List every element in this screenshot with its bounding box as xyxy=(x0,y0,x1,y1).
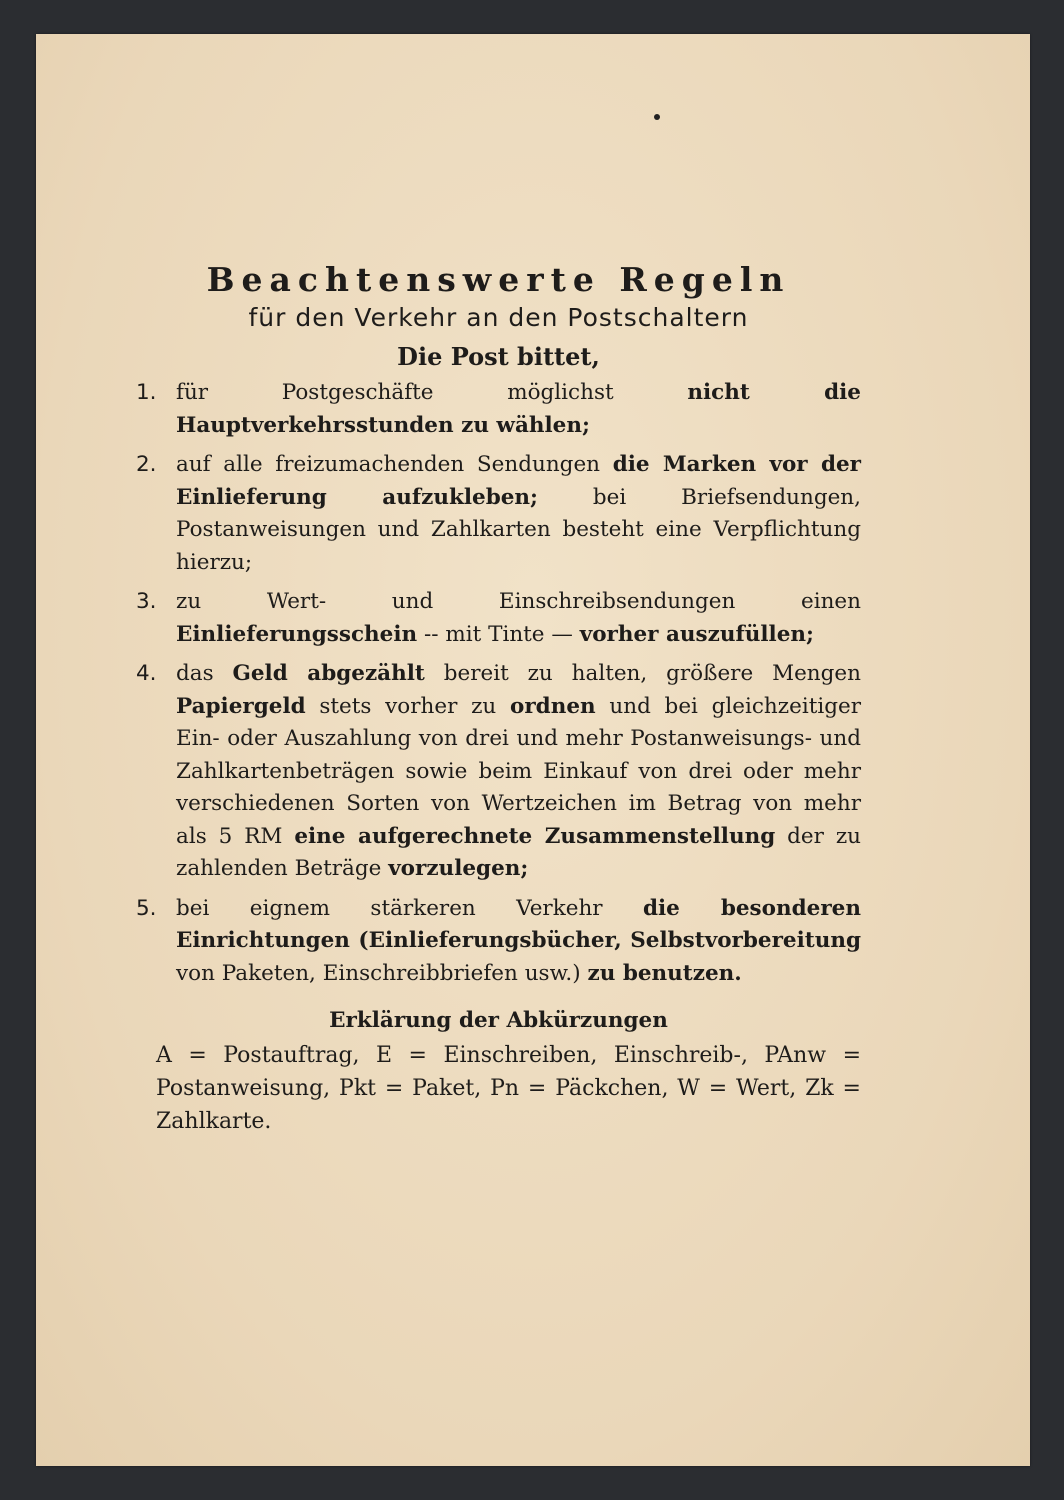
rule-fragment: der zu zahlenden Beträge xyxy=(176,823,861,881)
intro-line: Die Post bittet, xyxy=(397,342,600,371)
rule-item xyxy=(136,449,861,579)
rule-emphasis: Geld abgezählt xyxy=(232,661,425,686)
rule-fragment: und bei gleichzeitiger Ein- oder Auszahlung von drei und mehr Postanweisungs- und Zahlkartenbeträgen sowie beim Einkauf von drei oder mehr verschiedenen Sorten von Wertzeichen im Betrag von mehr als 5 RM xyxy=(176,693,861,849)
rule-text xyxy=(176,586,861,651)
abbreviations-title: Erklärung der Abkürzungen xyxy=(329,1008,668,1033)
rule-item xyxy=(136,658,861,886)
rule-emphasis: zu benutzen. xyxy=(587,960,742,986)
abbreviations-text: A = Postauftrag, E = Einschreiben, Einschreib-, PAnw = Postanweisung, Pkt = Paket, Pn = Päckchen, W = Wert, Zk = Zahlkarte. xyxy=(156,1043,861,1134)
card xyxy=(36,34,1030,1466)
rule-emphasis: die Marken vor der Einlieferung aufzukleben; xyxy=(176,452,861,510)
rule-text xyxy=(176,893,861,991)
page-subtitle: für den Verkehr an den Postschaltern xyxy=(248,303,749,332)
rule-emphasis: Papiergeld xyxy=(176,693,306,719)
rule-emphasis: nicht die Hauptverkehrsstunden zu wählen; xyxy=(176,380,861,438)
rule-fragment: bereit zu halten, größere Mengen xyxy=(424,661,861,686)
rule-text xyxy=(176,658,861,886)
rule-fragment: stets vorher zu xyxy=(305,693,510,719)
page-title: Beachtenswerte Regeln xyxy=(206,260,791,299)
rule-item xyxy=(136,586,861,651)
rule-number: 1. xyxy=(136,380,157,405)
rule-fragment: zu Wert- und Einschreibsendungen einen xyxy=(176,589,861,614)
rule-fragment: bei eignem stärkeren Verkehr xyxy=(176,895,643,921)
rule-item xyxy=(136,377,861,442)
rule-item xyxy=(136,893,861,991)
rule-emphasis: eine aufgerechnete Zusammenstellung xyxy=(294,823,776,849)
rule-fragment: das xyxy=(176,661,233,686)
rule-fragment: auf alle freizumachenden Sendungen xyxy=(176,452,613,477)
rule-number: 2. xyxy=(136,452,157,477)
ink-speck xyxy=(654,114,660,120)
rule-fragment: bei Briefsendungen, Postanweisungen und Zahlkarten besteht eine Verpflichtung hierzu; xyxy=(176,484,861,575)
rule-number: 3. xyxy=(136,589,157,614)
rule-fragment: -- mit Tinte — xyxy=(417,621,580,647)
rule-emphasis: vorher auszufüllen; xyxy=(579,621,814,647)
rule-number: 5. xyxy=(136,895,157,921)
document-body xyxy=(136,224,861,1138)
rules-list xyxy=(136,377,861,990)
rule-text xyxy=(176,377,861,442)
rule-text xyxy=(176,449,861,579)
rule-number: 4. xyxy=(136,661,157,686)
rule-emphasis: Einlieferungsschein xyxy=(176,621,418,647)
rule-fragment: für Postgeschäfte möglichst xyxy=(176,380,688,405)
rule-emphasis: vorzulegen; xyxy=(388,856,529,881)
rule-fragment: von Paketen, Einschreibbriefen usw.) xyxy=(176,960,588,986)
rule-emphasis: ordnen xyxy=(510,693,596,719)
rule-emphasis: die besonderen Einrichtungen (Einlieferungsbücher, Selbstvorbereitung xyxy=(176,895,861,953)
